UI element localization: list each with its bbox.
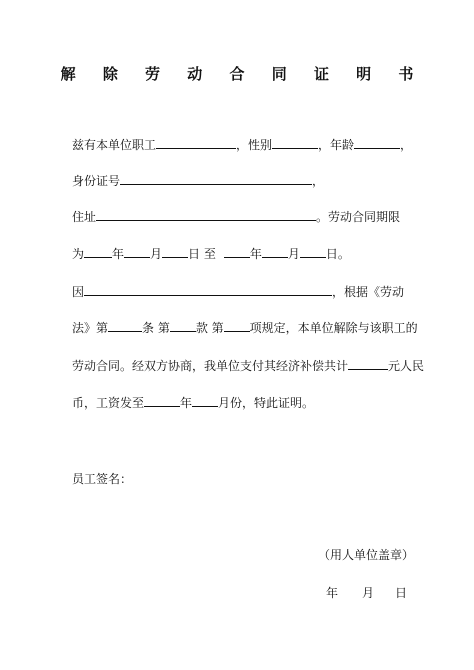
id-number-label: 身份证号 xyxy=(72,174,121,188)
body-line-7 xyxy=(72,357,424,374)
employee-signature-label: 员工签名： xyxy=(72,472,133,486)
address-blank[interactable] xyxy=(96,208,316,221)
compensation-amount-blank[interactable] xyxy=(348,357,388,370)
end-year-label: 年 xyxy=(249,247,262,261)
age-blank[interactable] xyxy=(354,136,400,149)
end-day-label: 日。 xyxy=(325,247,350,261)
start-day-to-label: 日 至 xyxy=(188,247,216,261)
address-label: 住址 xyxy=(72,210,97,224)
salary-month-blank[interactable] xyxy=(192,394,218,407)
body-line-2 xyxy=(72,172,324,189)
start-month-blank[interactable] xyxy=(124,245,150,258)
termination-text: 项规定，本单位解除与该职工的 xyxy=(249,321,418,335)
clause-blank[interactable] xyxy=(170,319,196,332)
term-prefix: 为 xyxy=(72,247,85,261)
body-line-8 xyxy=(72,394,314,411)
body-line-3 xyxy=(72,208,400,225)
reason-label: 因 xyxy=(72,285,85,299)
item-blank[interactable] xyxy=(224,319,250,332)
according-to-law-label: ，根据《劳动 xyxy=(332,285,405,299)
body-line-1 xyxy=(72,136,412,153)
employer-seal-label: （用人单位盖章） xyxy=(318,548,415,562)
salary-paid-until-label: 币，工资发至 xyxy=(72,396,145,410)
line-1-end: ， xyxy=(400,138,413,152)
closing-text: 月份，特此证明。 xyxy=(218,396,315,410)
contract-term-label: 。劳动合同期限 xyxy=(316,210,401,224)
body-line-6 xyxy=(72,319,418,336)
gender-label: ，性别 xyxy=(236,138,273,152)
article-blank[interactable] xyxy=(108,319,142,332)
date-year-label: 年 xyxy=(326,586,339,600)
body-line-5 xyxy=(72,283,404,300)
salary-year-blank[interactable] xyxy=(144,394,180,407)
employee-intro-text: 兹有本单位职工 xyxy=(72,138,157,152)
body-line-4 xyxy=(72,245,350,262)
end-month-label: 月 xyxy=(287,247,300,261)
employee-name-blank[interactable] xyxy=(156,136,236,149)
start-year-label: 年 xyxy=(112,247,125,261)
page-title: 解 除 劳 动 合 同 证 明 书 xyxy=(60,65,425,83)
id-number-blank[interactable] xyxy=(120,172,312,185)
start-year-blank[interactable] xyxy=(84,245,112,258)
compensation-text: 劳动合同。经双方协商，我单位支付其经济补偿共计 xyxy=(72,359,349,373)
reason-blank[interactable] xyxy=(84,283,332,296)
age-label: ，年龄 xyxy=(318,138,355,152)
salary-year-label: 年 xyxy=(180,396,193,410)
gender-blank[interactable] xyxy=(272,136,318,149)
currency-label: 元人民 xyxy=(388,359,425,373)
start-month-label: 月 xyxy=(150,247,163,261)
date-day-label: 日 xyxy=(395,586,408,600)
end-day-blank[interactable] xyxy=(300,245,326,258)
clause-label: 条 第 xyxy=(142,321,170,335)
start-day-blank[interactable] xyxy=(162,245,188,258)
line-2-end: ， xyxy=(312,174,325,188)
item-label: 款 第 xyxy=(195,321,224,335)
end-month-blank[interactable] xyxy=(262,245,288,258)
end-year-blank[interactable] xyxy=(224,245,250,258)
date-month-label: 月 xyxy=(362,586,375,600)
law-article-label: 法》第 xyxy=(72,321,109,335)
